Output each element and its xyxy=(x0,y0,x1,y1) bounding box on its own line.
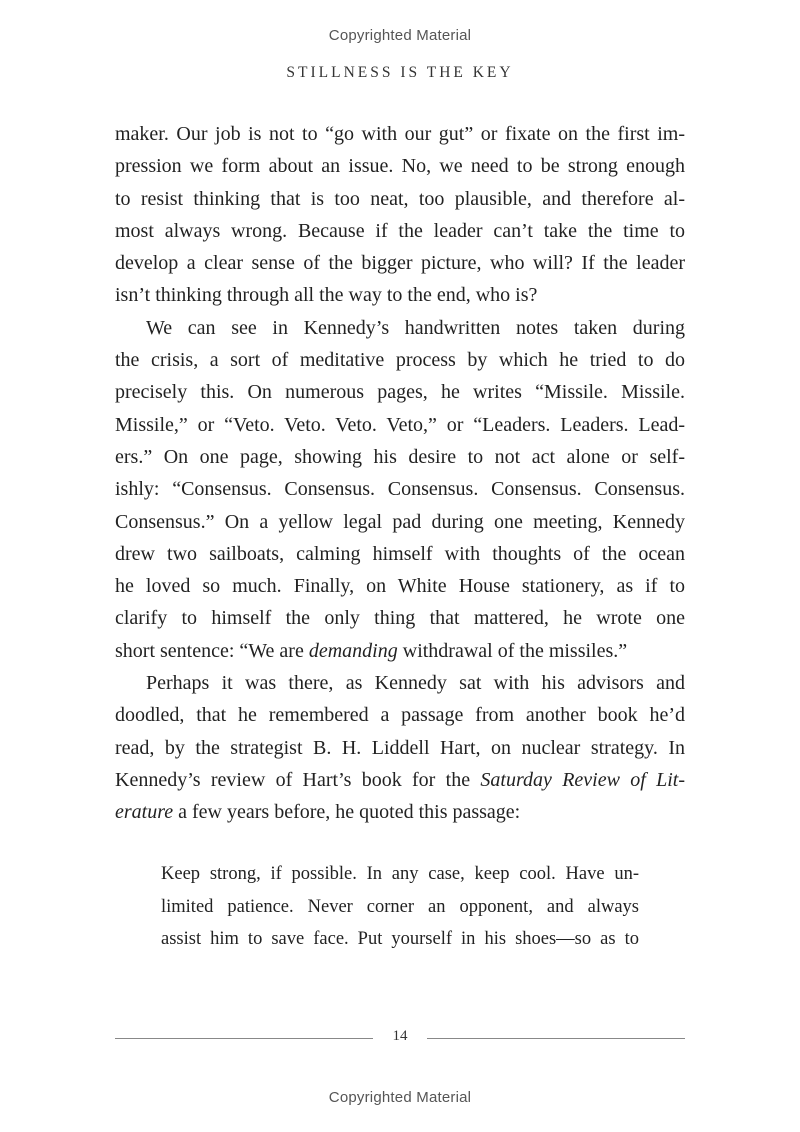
text-line: develop a clear sense of the bigger picture, who will? If the leader xyxy=(115,252,685,275)
text-line: maker. Our job is not to “go with our gut” or fixate on the first im- xyxy=(115,123,685,145)
text-line: We can see in Kennedy’s handwritten notes taken during xyxy=(146,316,685,339)
text-line: he loved so much. Finally, on White House stationery, as if to xyxy=(115,575,685,598)
footer-rule-left xyxy=(115,1038,373,1039)
publication-title: erature xyxy=(115,801,174,824)
text-line: Missile,” or “Veto. Veto. Veto. Veto,” or “Leaders. Leaders. Lead- xyxy=(115,413,685,436)
text-line xyxy=(115,764,685,796)
quote-line: limited patience. Never corner an opponent, and always xyxy=(161,896,639,917)
copyright-watermark-top: Copyrighted Material xyxy=(328,27,472,44)
text-line: drew two sailboats, calming himself with thoughts of the ocean xyxy=(115,542,685,565)
text-segment: Kennedy’s review of Hart’s book for the xyxy=(115,768,481,791)
text-line xyxy=(115,635,685,667)
page-number: 14 xyxy=(392,1028,408,1044)
text-line: clarify to himself the only thing that mattered, he wrote one xyxy=(115,607,685,630)
text-line: pression we form about an issue. No, we need to be strong enough xyxy=(115,155,685,178)
text-segment: a few years before, he quoted this passage: xyxy=(173,801,521,824)
text-line: to resist thinking that is too neat, too plausible, and therefore al- xyxy=(115,187,685,210)
text-line: Consensus.” On a yellow legal pad during one meeting, Kennedy xyxy=(115,510,685,533)
quote-line: assist him to save face. Put yourself in his shoes—so as to xyxy=(161,929,639,949)
text-line: the crisis, a sort of meditative process by which he tried to do xyxy=(115,349,685,372)
text-line: doodled, that he remembered a passage from another book he’d xyxy=(115,704,685,727)
block-quote xyxy=(161,858,639,956)
text-segment: short sentence: “We are xyxy=(115,639,309,662)
footer-rule-right xyxy=(427,1038,685,1039)
text-line: ishly: “Consensus. Consensus. Consensus. Consensus. Consensus. xyxy=(115,478,685,501)
text-line: read, by the strategist B. H. Liddell Hart, on nuclear strategy. In xyxy=(115,736,685,759)
running-head: STILLNESS IS THE KEY xyxy=(286,64,514,81)
quote-line: Keep strong, if possible. In any case, keep cool. Have un- xyxy=(161,864,639,884)
body-text xyxy=(115,118,685,829)
publication-title: Saturday Review of Lit- xyxy=(480,768,686,791)
text-line xyxy=(115,796,685,828)
text-line: ers.” On one page, showing his desire to not act alone or self- xyxy=(115,445,685,468)
paragraph xyxy=(115,667,685,828)
copyright-watermark-bottom: Copyrighted Material xyxy=(328,1089,472,1106)
paragraph xyxy=(115,118,685,312)
text-line: Perhaps it was there, as Kennedy sat with his advisors and xyxy=(146,672,685,695)
text-line: most always wrong. Because if the leader can’t take the time to xyxy=(115,219,685,242)
emphasized-word: demanding xyxy=(308,639,398,662)
text-line: precisely this. On numerous pages, he writes “Missile. Missile. xyxy=(115,381,685,404)
text-segment: withdrawal of the missiles.” xyxy=(397,639,628,662)
paragraph xyxy=(115,312,685,667)
text-line: isn’t thinking through all the way to the end, who is? xyxy=(115,284,538,307)
